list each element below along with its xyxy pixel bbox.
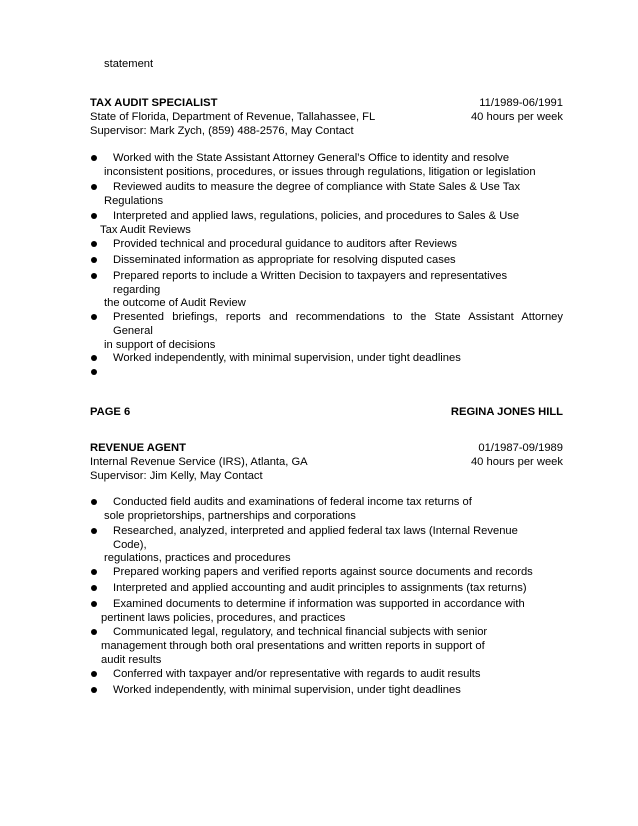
- list-item-line: Disseminated information as appropriate for resolving disputed cases: [113, 254, 456, 266]
- job-supervisor: Supervisor: Jim Kelly, May Contact: [90, 470, 263, 482]
- job-employer: State of Florida, Department of Revenue, Tallahassee, FL: [90, 111, 376, 123]
- list-item-line: Provided technical and procedural guidance to auditors after Reviews: [113, 238, 457, 250]
- bullet-icon: [91, 687, 97, 693]
- bullet-icon: [91, 601, 97, 607]
- bullet-icon: [91, 155, 97, 161]
- list-item-line: Prepared reports to include a Written Decision to taxpayers and representatives: [113, 270, 508, 282]
- bullet-icon: [91, 569, 97, 575]
- job-title: TAX AUDIT SPECIALIST: [90, 97, 218, 109]
- list-item-line: Worked with the State Assistant Attorney General’s Office to identity and resolve: [113, 152, 510, 164]
- list-item-line: Prepared working papers and verified reports against source documents and records: [113, 566, 533, 578]
- job-hours: 40 hours per week: [470, 456, 563, 468]
- bullet-icon: [91, 314, 97, 320]
- bullet-icon: [91, 355, 97, 361]
- bullet-icon: [91, 369, 97, 375]
- bullet-icon: [91, 184, 97, 190]
- job-employer: Internal Revenue Service (IRS), Atlanta, GA: [90, 456, 308, 468]
- continued-text: statement: [104, 58, 154, 70]
- job-dates: 01/1987-09/1989: [478, 442, 563, 454]
- bullet-icon: [91, 528, 97, 534]
- list-item-line: sole proprietorships, partnerships and corporations: [104, 510, 356, 522]
- bullet-icon: [91, 273, 97, 279]
- list-item-line: Reviewed audits to measure the degree of compliance with State Sales & Use Tax: [113, 181, 521, 193]
- bullet-icon: [91, 671, 97, 677]
- list-item-line: management through both oral presentations and written reports in support of: [101, 640, 485, 652]
- header-name: REGINA JONES HILL: [450, 406, 563, 418]
- list-item-line: pertinent laws policies, procedures, and practices: [101, 612, 346, 624]
- job-supervisor: Supervisor: Mark Zych, (859) 488-2576, May Contact: [90, 125, 354, 137]
- list-item-line: Conducted field audits and examinations of federal income tax returns of: [113, 496, 472, 508]
- list-item-line: Presented briefings, reports and recommendations to the State Assistant Attorney: [113, 311, 563, 323]
- list-item-line: General: [113, 325, 153, 337]
- list-item-line: Conferred with taxpayer and/or representative with regards to audit results: [113, 668, 481, 680]
- bullet-icon: [91, 257, 97, 263]
- list-item-line: Worked independently, with minimal supervision, under tight deadlines: [113, 352, 461, 364]
- bullet-icon: [91, 585, 97, 591]
- list-item-line: Communicated legal, regulatory, and technical financial subjects with senior: [113, 626, 488, 638]
- list-item-line: Researched, analyzed, interpreted and applied federal tax laws (Internal Revenue: [113, 525, 518, 537]
- job-dates: 11/1989-06/1991: [479, 97, 563, 109]
- list-item-line: Regulations: [104, 195, 164, 207]
- list-item-line: Worked independently, with minimal supervision, under tight deadlines: [113, 684, 461, 696]
- job-title: REVENUE AGENT: [90, 442, 186, 454]
- list-item-line: audit results: [101, 654, 162, 666]
- list-item-line: regulations, practices and procedures: [104, 552, 291, 564]
- list-item-line: in support of decisions: [104, 339, 216, 351]
- list-item-line: Interpreted and applied laws, regulations, policies, and procedures to Sales & Use: [113, 210, 520, 222]
- list-item-line: Tax Audit Reviews: [100, 224, 191, 236]
- list-item-line: the outcome of Audit Review: [104, 297, 246, 309]
- bullet-icon: [91, 629, 97, 635]
- page-label: PAGE 6: [90, 406, 131, 418]
- list-item-line: inconsistent positions, procedures, or issues through regulations, litigation or legislation: [104, 166, 536, 178]
- list-item-line: Interpreted and applied accounting and audit principles to assignments (tax returns): [113, 582, 527, 594]
- job-hours: 40 hours per week: [470, 111, 563, 123]
- list-item-line: regarding: [113, 284, 161, 296]
- bullet-icon: [91, 241, 97, 247]
- list-item-line: Code),: [113, 539, 147, 551]
- bullet-icon: [91, 213, 97, 219]
- list-item-line: Examined documents to determine if information was supported in accordance with: [113, 598, 525, 610]
- bullet-icon: [91, 499, 97, 505]
